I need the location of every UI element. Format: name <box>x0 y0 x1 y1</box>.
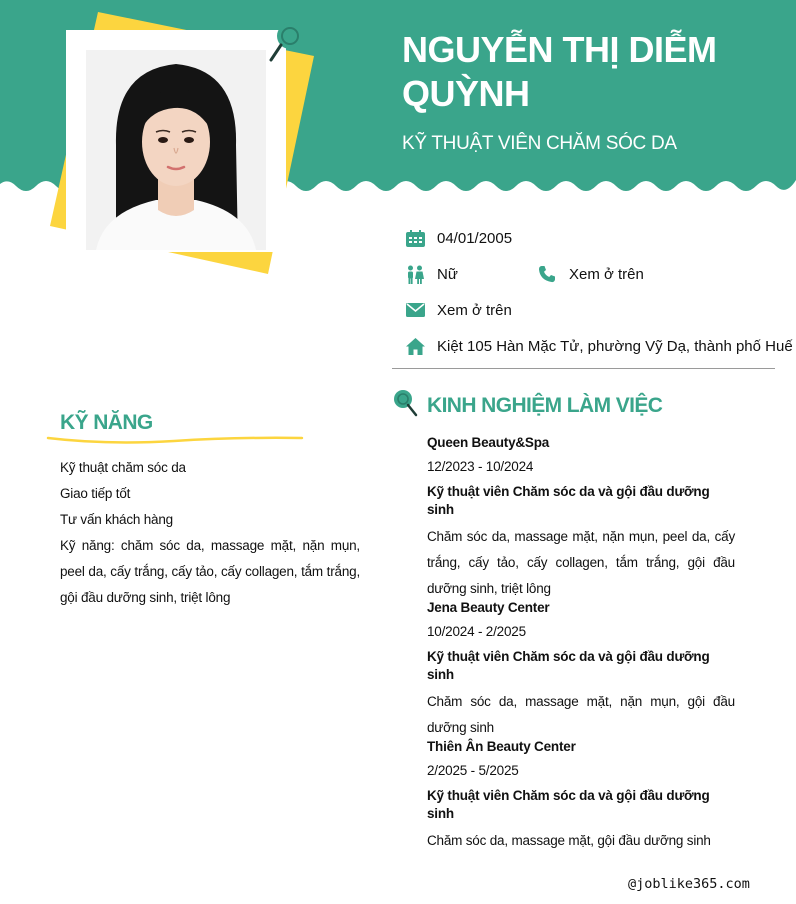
gender-row <box>404 264 458 284</box>
envelope-icon <box>404 300 426 320</box>
birthday-row <box>404 228 512 248</box>
experience-item <box>427 434 735 602</box>
skills-underline <box>46 432 304 446</box>
skills-list <box>60 455 360 611</box>
job-description: Chăm sóc da, massage mặt, nặn mụn, gội đầu dưỡng sinh <box>427 694 735 735</box>
skill-item: Giao tiếp tốt <box>60 486 131 501</box>
phone-text: Xem ở trên <box>569 265 644 283</box>
company-name: Queen Beauty&Spa <box>427 435 550 450</box>
photo-frame <box>66 30 286 252</box>
job-role: Kỹ thuật viên Chăm sóc da và gội đầu dưỡng sinh <box>427 484 710 517</box>
pushpin-icon <box>268 18 308 64</box>
address-text: Kiệt 105 Hàn Mặc Tử, phường Vỹ Dạ, thành phố Huế <box>437 337 793 355</box>
pushpin-icon <box>392 389 418 417</box>
job-role: Kỹ thuật viên Chăm sóc da và gội đầu dưỡng sinh <box>427 788 710 821</box>
job-role: Kỹ thuật viên Chăm sóc da và gội đầu dưỡng sinh <box>427 649 710 682</box>
birthday-text: 04/01/2005 <box>437 229 513 247</box>
candidate-name: NGUYỄN THỊ DIỄM QUỲNH <box>402 29 717 114</box>
phone-row <box>536 264 644 284</box>
employment-period: 10/2024 - 2/2025 <box>427 624 526 639</box>
experience-heading: KINH NGHIỆM LÀM VIỆC <box>427 394 663 417</box>
job-title: KỸ THUẬT VIÊN CHĂM SÓC DA <box>402 133 677 154</box>
skill-item: Kỹ thuật chăm sóc da <box>60 460 186 475</box>
skill-item: Kỹ năng: chăm sóc da, massage mặt, nặn mụn, peel da, cấy trắng, cấy tảo, cấy collagen, tắm trắng, gội đầu dưỡng sinh, triệt lông <box>60 538 360 605</box>
watermark: @joblike365.com <box>628 876 750 892</box>
email-text: Xem ở trên <box>437 301 512 319</box>
profile-photo <box>86 50 266 250</box>
phone-icon <box>536 264 558 284</box>
experience-item <box>427 599 735 741</box>
job-description: Chăm sóc da, massage mặt, gội đầu dưỡng sinh <box>427 833 711 848</box>
job-description: Chăm sóc da, massage mặt, nặn mụn, peel da, cấy trắng, cấy tảo, cấy collagen, tắm trắng, gội đầu dưỡng sinh, triệt lông <box>427 529 735 596</box>
skills-heading: KỸ NĂNG <box>60 411 153 434</box>
company-name: Thiên Ân Beauty Center <box>427 739 576 754</box>
section-divider <box>392 368 775 369</box>
experience-item <box>427 738 735 854</box>
employment-period: 12/2023 - 10/2024 <box>427 459 534 474</box>
calendar-icon <box>404 228 426 248</box>
gender-text: Nữ <box>437 265 458 283</box>
email-row <box>404 300 512 320</box>
company-name: Jena Beauty Center <box>427 600 550 615</box>
skill-item: Tư vấn khách hàng <box>60 512 173 527</box>
address-row <box>404 336 793 356</box>
gender-icon <box>404 264 426 284</box>
photo-area <box>40 8 320 288</box>
home-icon <box>404 336 426 356</box>
employment-period: 2/2025 - 5/2025 <box>427 763 519 778</box>
